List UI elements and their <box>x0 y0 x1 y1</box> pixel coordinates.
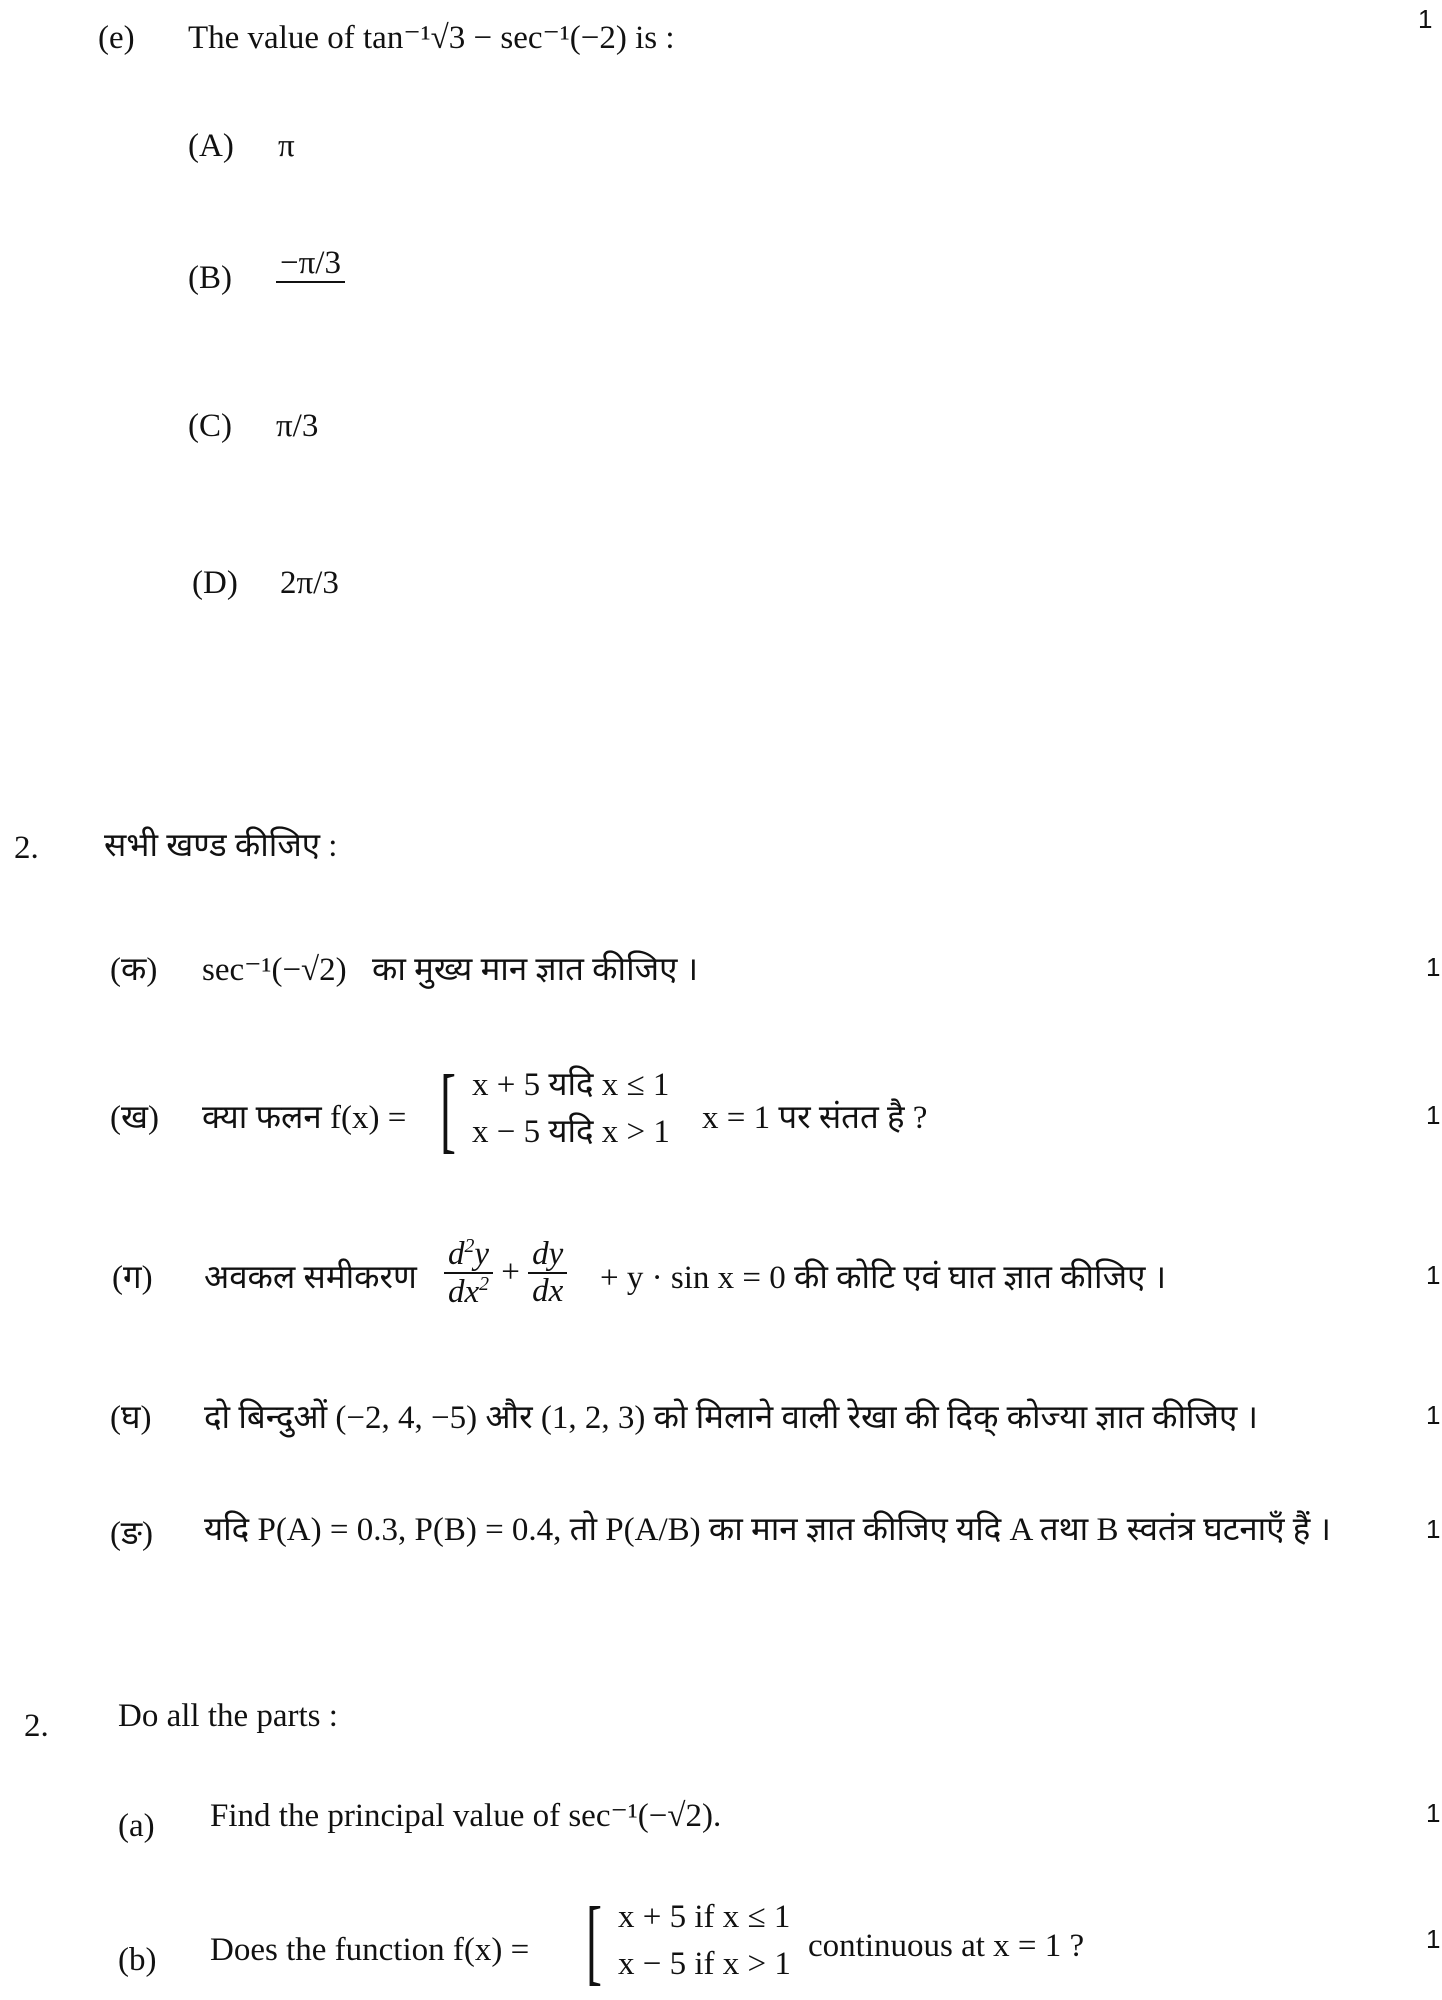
hindi-item-nga-label: (ङ) <box>110 1516 153 1552</box>
hindi-item-ka-text: का मुख्य मान ज्ञात कीजिए । <box>372 952 699 988</box>
option-a-label: (A) <box>188 128 234 164</box>
english-heading: Do all the parts : <box>118 1698 338 1734</box>
hindi-item-kha-cases <box>432 1055 670 1162</box>
hindi-case-1: x + 5 यदि x ≤ 1 <box>471 1067 670 1104</box>
hindi-item-gha-label: (घ) <box>110 1400 152 1436</box>
q1e-question: The value of tan⁻¹√3 − sec⁻¹(−2) is : <box>188 20 675 56</box>
option-b-text: −π/3 <box>276 246 345 283</box>
english-question-number: 2. <box>24 1708 49 1744</box>
hindi-brace: [ <box>439 1055 456 1162</box>
english-item-a-marks: 1 <box>1426 1798 1441 1828</box>
english-item-b-pre: Does the function f(x) = <box>210 1932 530 1968</box>
english-brace: [ <box>585 1887 602 1994</box>
hindi-item-gha-marks: 1 <box>1426 1400 1441 1430</box>
option-d-label: (D) <box>192 565 238 601</box>
hindi-item-ga-label: (ग) <box>112 1260 153 1296</box>
hindi-item-ka-marks: 1 <box>1426 952 1441 982</box>
option-c-value: π/3 <box>276 408 319 444</box>
option-b-value <box>276 246 345 283</box>
hindi-item-kha-label: (ख) <box>110 1100 159 1136</box>
english-item-b-marks: 1 <box>1426 1924 1441 1954</box>
hindi-item-ga-marks: 1 <box>1426 1260 1441 1290</box>
hindi-item-ga-text: + y · sin x = 0 की कोटि एवं घात ज्ञात कीजिए । <box>600 1260 1167 1296</box>
hindi-item-kha-pre: क्या फलन f(x) = <box>202 1100 407 1136</box>
hindi-question-number: 2. <box>14 830 39 866</box>
hindi-item-kha-text: x = 1 पर संतत है ? <box>702 1100 928 1136</box>
hindi-item-ga-pre: अवकल समीकरण <box>204 1260 417 1296</box>
english-item-a-label: (a) <box>118 1808 155 1844</box>
option-b-fraction <box>276 246 345 283</box>
english-item-b-text: continuous at x = 1 ? <box>808 1928 1085 1964</box>
hindi-case-2: x − 5 यदि x > 1 <box>471 1114 670 1151</box>
option-d-value: 2π/3 <box>280 565 339 601</box>
hindi-heading: सभी खण्ड कीजिए : <box>104 828 338 864</box>
hindi-item-nga-marks: 1 <box>1426 1514 1441 1544</box>
hindi-item-gha-text: दो बिन्दुओं (−2, 4, −5) और (1, 2, 3) को मिलाने वाली रेखा की दिक् कोज्या ज्ञात कीजिए । <box>204 1400 1259 1436</box>
hindi-item-nga-text: यदि P(A) = 0.3, P(B) = 0.4, तो P(A/B) का मान ज्ञात कीजिए यदि A तथा B स्वतंत्र घटनाएँ हैं । <box>204 1512 1331 1548</box>
english-item-b-label: (b) <box>118 1942 157 1978</box>
english-case-2: x − 5 if x > 1 <box>617 1946 791 1983</box>
hindi-item-ka-label: (क) <box>110 952 158 988</box>
option-a-value: π <box>278 128 295 164</box>
hindi-item-kha-marks: 1 <box>1426 1100 1441 1130</box>
page-mark: 1 <box>1418 4 1433 34</box>
hindi-item-ga-math: $\frac{d^2y}{dx^2}$ + $\frac{dy}{dx}$ <box>444 1236 567 1309</box>
english-item-a-text: Find the principal value of sec⁻¹(−√2). <box>210 1798 722 1834</box>
hindi-item-ka-math: sec⁻¹(−√2) <box>202 952 347 988</box>
option-c-label: (C) <box>188 408 232 444</box>
option-b-label: (B) <box>188 260 232 296</box>
q1e-label: (e) <box>98 20 135 56</box>
english-case-1: x + 5 if x ≤ 1 <box>617 1899 791 1936</box>
english-item-b-cases <box>578 1887 791 1994</box>
